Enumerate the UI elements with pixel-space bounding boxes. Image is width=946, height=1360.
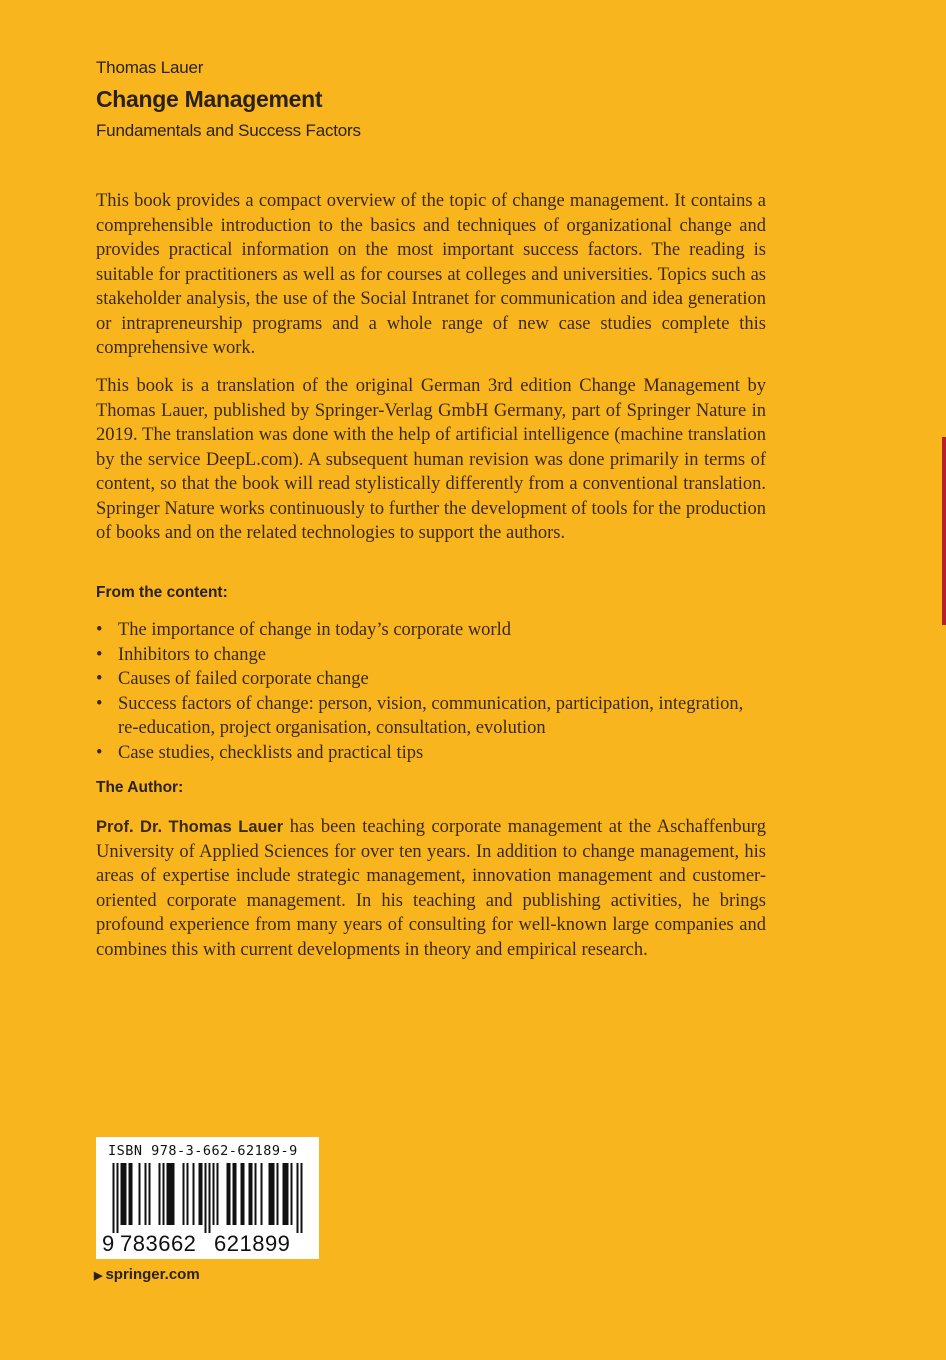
cover-author: Thomas Lauer [96, 58, 204, 77]
book-title: Change Management [96, 86, 323, 112]
list-item [96, 643, 766, 668]
list-item [96, 667, 766, 692]
barcode-bar [243, 1163, 245, 1225]
barcode-bar [131, 1163, 133, 1225]
barcode-bar [113, 1163, 115, 1233]
publisher-link[interactable] [94, 1266, 200, 1283]
contents-list [96, 618, 766, 765]
author-name: Prof. Dr. Thomas Lauer [96, 818, 284, 836]
barcode-bar [159, 1163, 161, 1225]
barcode-bar [205, 1163, 207, 1233]
author-heading: The Author: [96, 779, 184, 796]
barcode-bar [271, 1163, 273, 1225]
barcode-bar [125, 1163, 127, 1225]
barcode-bar [229, 1163, 231, 1225]
barcode-bar [121, 1163, 123, 1225]
barcode-bar [163, 1163, 165, 1225]
arrow-right-icon: ▶ [94, 1270, 103, 1282]
barcode-bar [233, 1163, 235, 1225]
barcode-bar [269, 1163, 271, 1225]
bullet-icon: • [96, 669, 103, 689]
barcode-bar [227, 1163, 229, 1225]
barcode-bar [199, 1163, 201, 1225]
barcode-bar [217, 1163, 219, 1225]
barcode-bar [123, 1163, 125, 1225]
bullet-icon: • [96, 644, 103, 665]
barcode-bar [285, 1163, 287, 1225]
barcode-digit-first: 9 [102, 1231, 115, 1256]
list-item [96, 741, 766, 766]
barcode-bar [139, 1163, 141, 1225]
barcode-bar [235, 1163, 237, 1225]
list-item-text: Causes of failed corporate change [118, 669, 369, 689]
barcode-bar [183, 1163, 185, 1225]
publisher-site: springer.com [105, 1266, 200, 1283]
barcode-bar [187, 1163, 189, 1225]
barcode-bars [104, 1163, 311, 1233]
barcode-bar [287, 1163, 289, 1225]
barcode-bar [249, 1163, 251, 1225]
list-item-text: Case studies, checklists and practical tips [118, 742, 424, 763]
barcode-bar [301, 1163, 303, 1233]
barcode-bar [167, 1163, 169, 1225]
barcode-bar [149, 1163, 151, 1225]
barcode-bar [297, 1163, 299, 1233]
description-paragraph-1: This book provides a compact overview of the topic of change management. It contains a comprehensible introduction to the basics and techniques of organizational change and provides practical information on the most important success factors. The reading is suitable for practitioners as well as for courses at colleges and universities. Topics such as stakeholder analysis, the use of the Social Intranet for communication and idea generation or intrapreneurship programs and a whole range of new case studies complete this comprehensive work. [96, 191, 766, 358]
barcode-bar [251, 1163, 253, 1225]
barcode-bar [145, 1163, 147, 1225]
bullet-icon: • [96, 693, 103, 714]
author-bio [96, 815, 766, 962]
barcode-bar [129, 1163, 131, 1225]
isbn-barcode [96, 1137, 319, 1259]
bullet-icon: • [96, 620, 103, 640]
barcode-bar [273, 1163, 275, 1225]
list-item-text: The importance of change in today’s corporate world [118, 620, 511, 640]
book-subtitle: Fundamentals and Success Factors [96, 121, 361, 140]
author-bio-text: has been teaching corporate management at the Aschaffenburg University of Applied Sciences for over ten years. In addition to change management, his areas of expertise include strategic management, innovation management and customer-oriented corporate management. In his teaching and publishing activities, he brings profound experience from many years of consulting for well-known large companies and combines this with current developments in theory and empirical research. [96, 817, 767, 960]
list-item-text: Success factors of change: person, vision, communication, participation, integration, re-education, project organisation, consultation, evolution [118, 693, 744, 738]
barcode-digits-left: 783662 [120, 1231, 197, 1256]
barcode-bar [171, 1163, 173, 1225]
barcode-bar [213, 1163, 215, 1225]
barcode-bar [241, 1163, 243, 1225]
contents-heading: From the content: [96, 584, 228, 601]
list-item [96, 692, 766, 741]
description-paragraph-2: This book is a translation of the original German 3rd edition Change Management by Thomas Lauer, published by Springer-Verlag GmbH Germany, part of Springer Nature in 2019. The translation was done with the help of artificial intelligence (machine translation by the service DeepL.com). A subsequent human revision was done primarily in terms of content, so that the book will read stylistically differently from a conventional translation. Springer Nature works continuously to further the development of tools for the production of books and on the related technologies to support the authors. [96, 376, 766, 543]
barcode-bar [283, 1163, 285, 1225]
barcode-digits-right: 621899 [214, 1231, 291, 1256]
barcode-bar [117, 1163, 119, 1233]
isbn-label: ISBN 978-3-662-62189-9 [108, 1143, 298, 1159]
list-item-text: Inhibitors to change [118, 644, 266, 665]
barcode-bar [201, 1163, 203, 1225]
spine-accent-bar [942, 437, 946, 625]
barcode-bar [291, 1163, 293, 1225]
barcode-bar [173, 1163, 175, 1225]
barcode-bar [277, 1163, 279, 1225]
list-item [96, 618, 766, 643]
bullet-icon: • [96, 742, 103, 763]
barcode-bar [209, 1163, 211, 1233]
barcode-bar [169, 1163, 171, 1225]
barcode-bar [255, 1163, 257, 1225]
barcode-bar [193, 1163, 195, 1225]
barcode-bar [261, 1163, 263, 1225]
